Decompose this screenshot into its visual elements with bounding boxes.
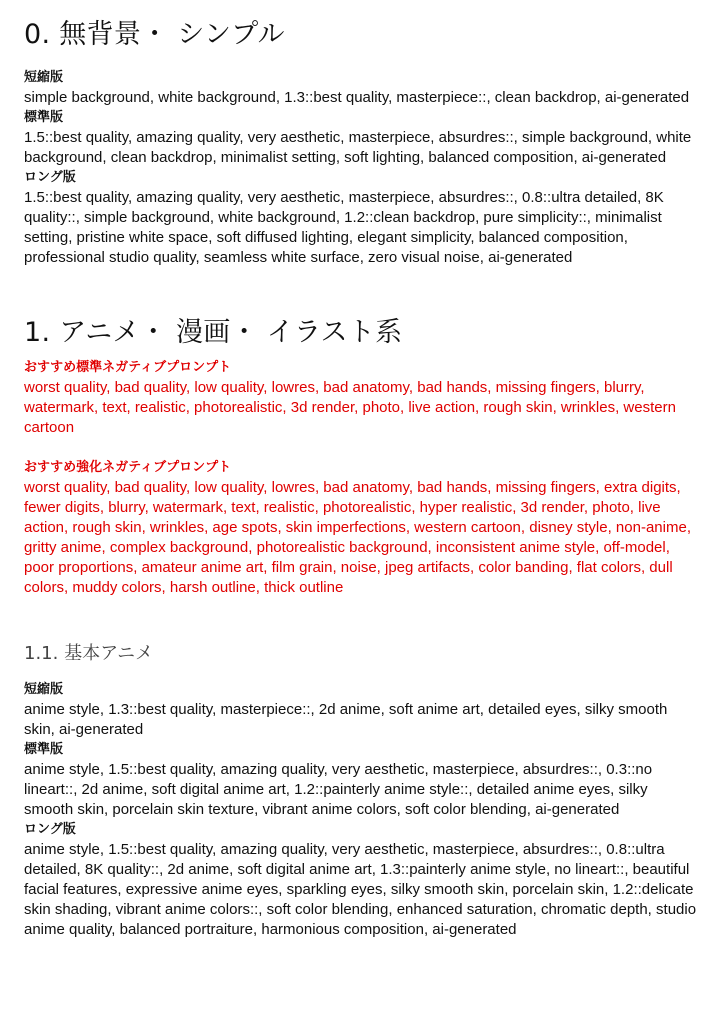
short-version-text: simple background, white background, 1.3::best quality, masterpiece::, clean backdrop, ai-generated [24, 89, 690, 106]
section-heading: 1. アニメ・ 漫画・ イラスト系 [24, 317, 403, 348]
long-version-text: 1.5::best quality, amazing quality, very aesthetic, masterpiece, absurdres::, 0.8::ultra detailed, 8K quality::, simple background, white background, 1.2::clean backdrop, pure simplicity::, minimalist setting, pristine white space, soft diffused lighting, elegant simplicity, balanced composition, professional studio quality, seamless white surface, zero visual noise, ai-generated [24, 189, 664, 266]
long-version-label: ロング版 [24, 822, 76, 837]
subsection-heading: 1.1. 基本アニメ [24, 643, 154, 664]
long-version-text: anime style, 1.5::best quality, amazing quality, very aesthetic, masterpiece, absurdres::, 0.8::ultra detailed, 8K quality::, 2d anime, soft digital anime art, 1.3::painterly anime style, no lineart::, beautiful facial features, expressive anime eyes, sparkling eyes, silky smooth skin, porcelain skin, 1.2::delicate skin shading, vibrant anime colors::, soft color blending, enhanced saturation, chromatic depth, studio anime quality, balanced portraiture, harmonious composition, ai-generated [24, 841, 697, 938]
short-version-text: anime style, 1.3::best quality, masterpiece::, 2d anime, soft anime art, detailed eyes, silky smooth skin, ai-generated [24, 701, 668, 738]
standard-version-label: 標準版 [24, 742, 64, 757]
standard-version-text: anime style, 1.5::best quality, amazing quality, very aesthetic, masterpiece, absurdres::, 0.3::no lineart::, 2d anime, soft digital anime art, 1.2::painterly anime style::, detailed anime eyes, silky smooth skin, porcelain skin texture, vibrant anime colors, soft color blending, ai-generated [24, 761, 653, 818]
recommended-negative-text: worst quality, bad quality, low quality, lowres, bad anatomy, bad hands, missing fingers, blurry, watermark, text, realistic, photorealistic, 3d render, photo, live action, rough skin, wrinkles, western cartoon [24, 379, 676, 436]
long-version-label: ロング版 [24, 170, 76, 185]
standard-version-label: 標準版 [24, 110, 64, 125]
recommended-negative-label: おすすめ標準ネガティブプロンプト [24, 360, 232, 375]
section-heading: 0. 無背景・ シンプル [24, 19, 285, 50]
short-version-label: 短縮版 [24, 682, 64, 697]
enhanced-negative-label: おすすめ強化ネガティブプロンプト [24, 460, 232, 475]
enhanced-negative-text: worst quality, bad quality, low quality, lowres, bad anatomy, bad hands, missing fingers, extra digits, fewer digits, blurry, watermark, text, realistic, photorealistic, hyper realistic, 3d render, photo, live action, rough skin, wrinkles, age spots, skin imperfections, western cartoon, disney style, non-anime, gritty anime, complex background, photorealistic background, inconsistent anime style, off-model, poor proportions, amateur anime art, film grain, noise, jpeg artifacts, color banding, flat colors, dull colors, muddy colors, harsh outline, thick outline [24, 479, 691, 596]
short-version-label: 短縮版 [24, 70, 64, 85]
standard-version-text: 1.5::best quality, amazing quality, very aesthetic, masterpiece, absurdres::, simple background, white background, clean backdrop, minimalist setting, soft lighting, balanced composition, ai-generated [24, 129, 692, 166]
